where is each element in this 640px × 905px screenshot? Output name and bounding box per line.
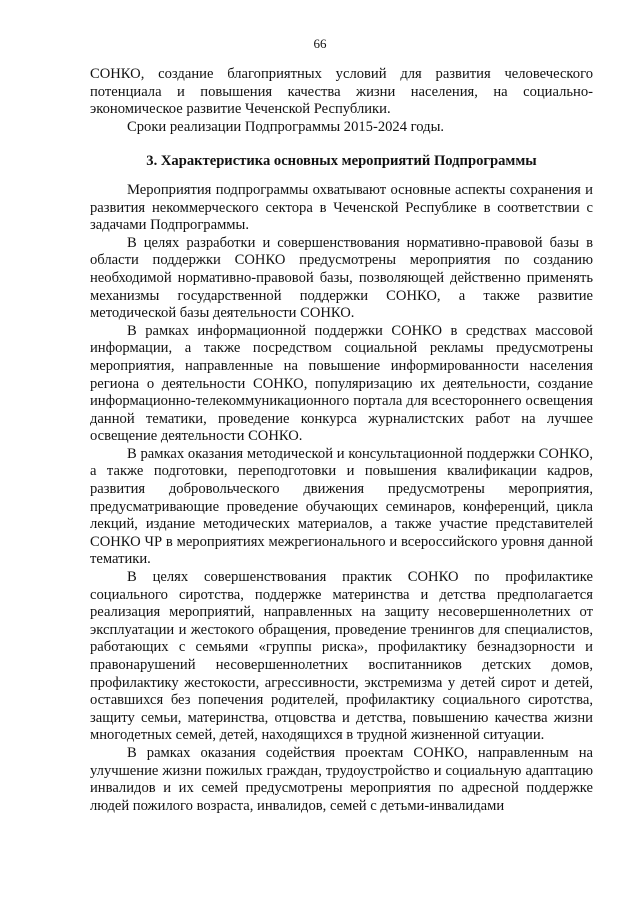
intro-continuation-paragraph: СОНКО, создание благоприятных условий для развития человеческого потенциала и повышения качества жизни населения, на социально-экономическое развитие Чеченской Республики. bbox=[90, 66, 593, 118]
body-paragraph: В целях разработки и совершенствования нормативно-правовой базы в области поддержки СОНКО предусмотрены мероприятия по созданию необходимой нормативно-правовой базы, позволяющей действенно применять механизмы государственной поддержки СОНКО, а также развитие методической базы деятельности СОНКО. bbox=[90, 234, 593, 322]
body-paragraph: В рамках оказания методической и консультационной поддержки СОНКО, а также подготовки, переподготовки и повышения квалификации кадров, развития добровольческого движения предусмотрены мероприятия, предусматривающие проведение обучающих семинаров, конференций, цикла лекций, издание методических материалов, а также участие представителей СОНКО ЧР в мероприятиях межрегионального и всероссийского уровня данной тематики. bbox=[90, 445, 593, 568]
body-paragraph: В целях совершенствования практик СОНКО по профилактике социального сиротства, поддержке материнства и детства предполагается реализация мероприятий, направленных на защиту несовершеннолетних от эксплуатации и жестокого обращения, проведение тренингов для специалистов, работающих с семьями «группы риска», профилактику безнадзорности и правонарушений несовершеннолетних воспитанников детских домов, профилактику жестокости, агрессивности, экстремизма у детей сирот и детей, оставшихся без попечения родителей, профилактику социального сиротства, защиту семьи, материнства, отцовства и детства, повышению качества жизни многодетных семей, детей, находящихся в трудной жизненной ситуации. bbox=[90, 569, 593, 744]
section-heading: 3. Характеристика основных мероприятий Подпрограммы bbox=[146, 153, 537, 170]
body-paragraph: Мероприятия подпрограммы охватывают основные аспекты сохранения и развития некоммерческого сектора в Чеченской Республике в соответствии с задачами Подпрограммы. bbox=[90, 181, 593, 234]
body-paragraph: В рамках оказания содействия проектам СОНКО, направленным на улучшение жизни пожилых граждан, трудоустройство и социальную адаптацию инвалидов и их семей предусмотрены мероприятия по адресной поддержке людей пожилого возраста, инвалидов, семей с детьми-инвалидами bbox=[90, 744, 593, 814]
implementation-terms-paragraph: Сроки реализации Подпрограммы 2015-2024 годы. bbox=[127, 118, 445, 135]
page-number: 66 bbox=[313, 36, 327, 51]
page-content bbox=[90, 66, 593, 815]
body-paragraph: В рамках информационной поддержки СОНКО в средствах массовой информации, а также посредством социальной рекламы предусмотрены мероприятия, направленные на повышение информированности населения региона о деятельности СОНКО, популяризацию их деятельности, создание информационно-телекоммуникационного портала для всестороннего освещения данной тематики, проведение конкурса журналистских работ на лучшее освещение деятельности СОНКО. bbox=[90, 322, 593, 445]
